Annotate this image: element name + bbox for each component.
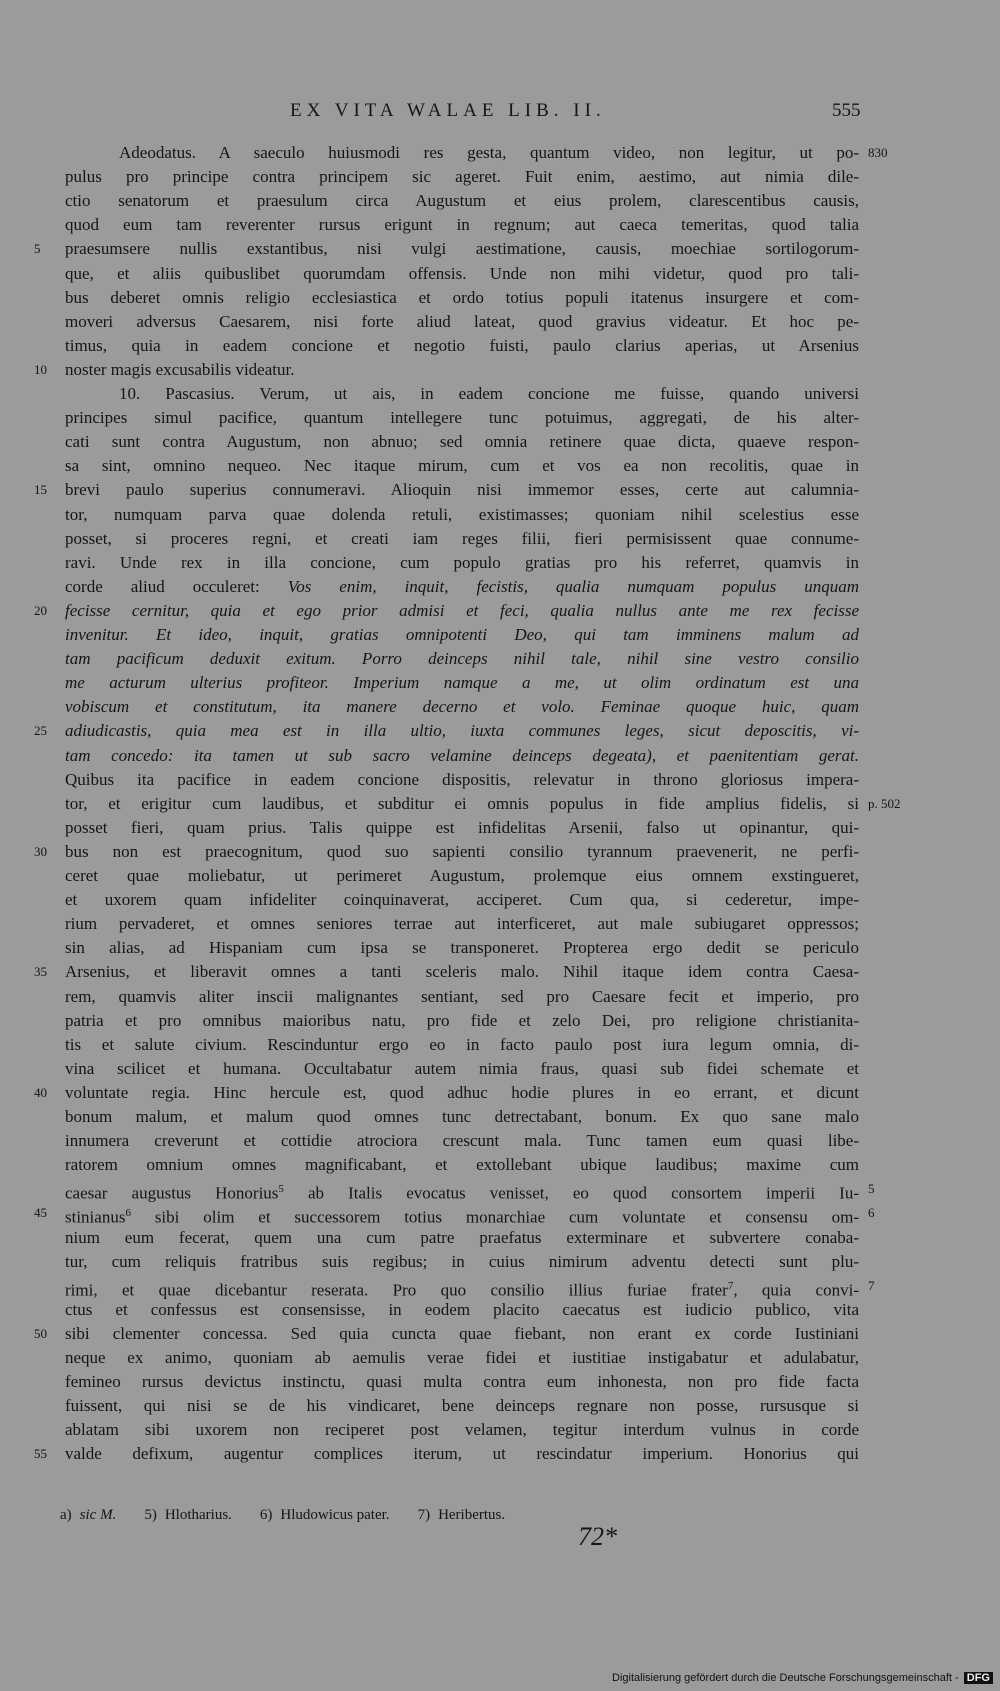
line-text: cati sunt contra Augustum, non abnuo; sed omnia retinere quae dicta, quaeve respon- [65,432,859,452]
line-italic: me acturum ulterius profiteor. Imperium namque a me, ut olim ordinatum est una [65,673,859,693]
line-text: neque ex animo, quoniam ab aemulis verae fidei et iustitiae instigabatur et adulabatur, [65,1348,859,1367]
line-text: que, et aliis quibuslibet quorumdam offensis. Unde non mihi videtur, quod pro tali- [65,263,859,283]
page-number: 555 [832,100,861,121]
text-line [65,840,859,864]
line-text: innumera creverunt et cottidie atrociora crescunt mala. Tunc tamen eum quasi libe- [65,1131,859,1151]
footnote [260,1507,390,1523]
line-text: principes simul pacifice, quantum intellegere tunc potuimus, aggregati, de his alter- [65,408,859,428]
line-text: sa sint, omnino nequeo. Nec itaque mirum, cum et vos ea non recolitis, quae in [65,456,859,476]
text-line [65,1201,859,1228]
line-text: ablatam sibi uxorem non reciperet post velamen, tegitur interdum vulnus in corde [65,1420,859,1440]
text-line [65,237,859,261]
footnote [144,1507,232,1523]
text-line [65,1226,859,1250]
text-line [65,527,859,551]
running-header [0,100,1000,128]
text-line [65,1322,859,1346]
line-text: valde defixum, augentur complices iterum, ut rescindatur imperium. Honorius qui [65,1444,859,1464]
text-line [65,1370,859,1394]
line-text: bus non est praecognitum, quod suo sapienti consilio tyrannum praevenerit, ne perfi- [65,841,859,861]
line-text-after: , quia convi- [733,1280,859,1300]
margin-number: 830 [868,145,888,160]
line-number: 15 [34,482,47,498]
line-number: 55 [34,1446,47,1462]
margin-number: 5 [868,1181,875,1197]
footnote-text: Hludowicus pater. [280,1507,390,1523]
footnote-label: 7) [417,1507,431,1523]
line-text: fuissent, qui nisi se de his vindicaret, bene deinceps regnare non posse, rursusque si [65,1396,859,1416]
line-text-after: sibi olim et successorem totius monarchiae cum voluntate et consensu om- [130,1208,859,1228]
text-line [65,1250,859,1274]
line-italic: vobiscum et constitutum, ita manere decerno et volo. Feminae quoque huic, quam [65,697,859,717]
line-text: tis et salute civium. Rescinduntur ergo eo in facto paulo post iura legum omnia, di- [65,1034,859,1054]
line-text: nium eum fecerat, quem una cum patre praefatus exterminare et subvertere conaba- [65,1227,859,1247]
text-line [65,864,859,888]
line-text: moveri adversus Caesarem, nisi forte aliud lateat, quod gravius videatur. Et hoc pe- [65,311,859,331]
text-line [65,503,859,527]
digitization-credit [612,1672,993,1684]
line-text: 10. Pascasius. Verum, ut ais, in eadem concione me fuisse, quando universi [119,384,859,403]
footnotes [60,1502,533,1528]
line-text: bus deberet omnis religio ecclesiastica et ordo totius populi itatenus insurgere et com- [65,287,859,307]
line-number: 25 [34,723,47,739]
text-line [65,141,859,165]
text-line [65,454,859,478]
text-line [65,213,859,237]
text-line [65,406,859,430]
text-line [65,189,859,213]
text-line [65,1129,859,1153]
line-italic: tam concedo: ita tamen ut sub sacro velamine deinceps degeat [65,745,638,765]
text-line [65,1418,859,1442]
line-text: vina scilicet et humana. Occultabatur autem nimia fraus, quasi sub fidei schemate et [65,1058,859,1078]
text-line [65,1346,859,1370]
line-text: voluntate regia. Hinc hercule est, quod adhuc hodie plures in eo errant, et dicunt [65,1082,859,1102]
text-line [65,816,859,840]
text-line [65,478,859,502]
line-text: et uxorem quam infideliter coinquinaverat, acciperet. Cum qua, si cederetur, impe- [65,890,859,910]
line-text-after: ab Italis evocatus venisset, eo quod consortem imperii Iu- [283,1183,859,1203]
line-text: sibi clementer concessa. Sed quia cuncta quae fiebant, non erant ex corde Iustiniani [65,1323,859,1343]
line-text: patria et pro omnibus maioribus natu, pro fide et zelo Dei, pro religione christianita- [65,1010,859,1030]
text-line [65,262,859,286]
text-line [65,1153,859,1177]
text-line [65,1105,859,1129]
line-text: Arsenius, et liberavit omnes a tanti sceleris malo. Nihil itaque idem contra Caesa- [65,962,859,982]
signature-mark: 72* [578,1522,617,1551]
dfg-logo: DFG [964,1672,993,1684]
line-number: 10 [34,361,47,377]
line-number: 35 [34,964,47,980]
text-line [65,671,859,695]
line-text: Adeodatus. A saeculo huiusmodi res gesta, quantum video, non legitur, ut po- [119,143,859,162]
footnote-label: a) [60,1507,72,1523]
line-text: praesumsere nullis exstantibus, nisi vulgi aestimatione, causis, moechiae sortilogorum- [65,239,859,259]
line-text: stinianus [65,1208,126,1228]
margin-number: 7 [868,1277,875,1293]
text-line [65,936,859,960]
footnote-text: Hlotharius. [164,1507,232,1523]
footnote-ref: 5 [278,1183,284,1196]
line-text: brevi paulo superius connumeravi. Alioquin nisi immemor esses, certe aut calumnia- [65,480,859,500]
text-line [65,358,859,382]
line-italic: Vos enim, inquit, fecistis, qualia numquam populus unquam [287,576,859,596]
text-line [65,960,859,984]
text-line [65,286,859,310]
line-text: femineo rursus devictus instinctu, quasi multa contra eum inhonesta, non pro fide facta [65,1372,859,1392]
line-text: posset, si proceres regni, et creati iam reges filii, fieri permisissent quae connume- [65,528,859,548]
line-text: ratorem omnium omnes magnificabant, et extollebant ubique laudibus; maxime cum [65,1155,859,1175]
text-line [65,1442,859,1466]
line-text: ceret quae moliebatur, ut perimeret Augustum, prolemque eius omnem exstingueret, [65,866,859,885]
text-line [65,1033,859,1057]
margin-number: p. 502 [868,795,901,811]
text-line [65,575,859,599]
line-text: Quibus ita pacifice in eadem concione dispositis, relevatur in throno gloriosus impera- [65,769,859,789]
margin-number: 6 [868,1205,875,1221]
credit-text: Digitalisierung gefördert durch die Deutsche Forschungsgemeinschaft - [612,1672,959,1684]
text-line [65,310,859,334]
line-text: rimi, et quae dicebantur reserata. Pro quo consilio illius furiae frater [65,1280,728,1300]
text-line [65,623,859,647]
line-text: quod eum tam reverenter rursus erigunt in regnum; aut caeca temeritas, quod talia [65,215,859,235]
line-text: posset fieri, quam prius. Talis quippe est infidelitas Arsenii, falso ut opinantur, qui- [65,817,859,837]
text-line [65,768,859,792]
text-line [65,744,859,768]
text-line [65,1394,859,1418]
text-line [65,1081,859,1105]
footnote-text: sic M. [79,1507,117,1523]
footnote-label: 5) [144,1507,157,1523]
line-number: 45 [34,1205,47,1221]
line-text: tor, et erigitur cum laudibus, et subditur ei omnis populus in fide amplius fidelis, si [65,793,859,813]
text-line [65,1177,859,1201]
text-line [65,551,859,575]
line-text: ctio senatorum et praesulum circa Augustum et eius prolem, clarescentibus causis, [65,191,859,211]
line-text: noster magis excusabilis videatur. [65,359,295,379]
line-italic: tam pacificum deduxit exitum. Porro deinceps nihil tale, nihil sine vestro consilio [65,649,859,669]
text-line [65,912,859,936]
line-number: 30 [34,843,47,859]
line-text: sin alias, ad Hispaniam cum ipsa se transponeret. Propterea ergo dedit se periculo [65,938,859,958]
line-text: caesar augustus Honorius [65,1183,279,1203]
line-text: tor, numquam parva quae dolenda retuli, existimasses; quoniam nihil scelestius esse [65,504,859,524]
line-text: bonum malum, et malum quod omnes tunc detrectabant, bonum. Ex quo sane malo [65,1107,859,1126]
footnote-text: Heribertus. [438,1507,506,1523]
line-text-after: a), et paenitentiam gerat. [637,745,859,765]
line-text: tur, cum reliquis fratribus suis regibus; in cuius nimirum adventu detecti sunt plu- [65,1251,859,1271]
line-number: 50 [34,1325,47,1341]
line-italic: fecisse cernitur, quia et ego prior admisi et feci, qualia nullus ante me rex fecisse [65,600,859,620]
line-text: rem, quamvis aliter inscii malignantes sentiant, sed pro Caesare fecit et imperio, pro [65,986,859,1006]
footnote-ref: 7 [727,1279,734,1292]
line-italic: invenitur. Et ideo, inquit, gratias omnipotenti Deo, qui tam imminens malum ad [65,625,859,644]
running-title: EX VITA WALAE LIB. II. [290,100,606,121]
text-line [65,1298,859,1322]
text-line [65,382,859,406]
text-line [65,695,859,719]
line-text: timus, quia in eadem concione et negotio fuisti, paulo clarius aperias, ut Arsenius [65,335,859,355]
line-text: rium pervaderet, et omnes seniores terrae aut interficeret, aut male subiugaret oppressos; [65,914,859,934]
text-line [65,165,859,189]
line-text: ctus et confessus est consensisse, in eodem placito caecatus est iudicio publico, vita [65,1299,859,1319]
text-line [65,888,859,912]
text-line [65,1274,859,1298]
text-line [65,334,859,358]
line-text: corde aliud occuleret: [65,576,288,596]
line-number: 40 [34,1084,47,1100]
text-line [65,1057,859,1081]
text-line [65,792,859,816]
line-number: 20 [34,602,47,618]
footnote-label: 6) [259,1507,273,1523]
footnote-ref: 6 [125,1207,131,1220]
text-line [65,1009,859,1033]
line-number: 5 [34,241,41,257]
text-line [65,599,859,623]
line-text: pulus pro principe contra principem sic ageret. Fuit enim, aestimo, aut nimia dile- [65,167,859,187]
footnote [418,1507,506,1523]
text-line [65,719,859,743]
text-line [65,985,859,1009]
footnote [60,1507,116,1523]
text-line [65,647,859,671]
line-text: ravi. Unde rex in illa concione, cum populo gratias pro his referret, quamvis in [65,552,859,572]
line-italic: adiudicastis, quia mea est in illa ultio, iuxta communes leges, sicut deposcitis, vi- [65,721,859,741]
text-line [65,430,859,454]
